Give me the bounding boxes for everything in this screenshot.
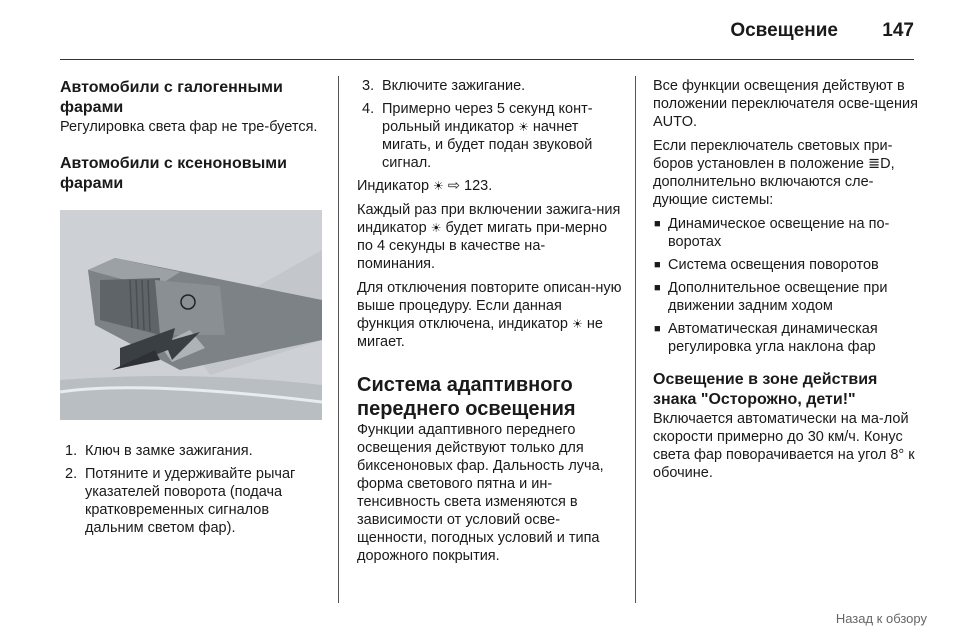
indicator-label: Индикатор [357, 178, 430, 194]
step-number: 1. [65, 443, 78, 459]
step-text: Ключ в замке зажигания. [85, 443, 253, 459]
paragraph-halogen: Регулировка света фар не тре-буется. [60, 119, 318, 135]
text: будет мигать при-мерно по 4 секунды в качестве на-поминания. [357, 220, 608, 272]
page-ref-arrow-icon: ⇨ [447, 178, 460, 194]
step-text: Потяните и удерживайте рычаг указателей поворота (подача кратковременных сигналов дальним светом фар). [85, 466, 296, 536]
lowbeam-icon: ≣D [867, 156, 891, 172]
list-item-text: Автоматическая динамическая регулировка угла наклона фар [668, 321, 878, 355]
text: Каждый раз при включении зажига-ния индикатор [357, 202, 621, 236]
column-divider-1 [338, 76, 339, 603]
header-divider [60, 59, 914, 60]
bullet-icon: ■ [654, 259, 661, 271]
step-4 [357, 100, 622, 172]
page-ref-link[interactable]: 123. [464, 178, 493, 194]
step-1 [60, 442, 328, 460]
indicator-bulb-icon: ☀ [433, 179, 444, 193]
bullet-icon: ■ [654, 282, 661, 294]
page-number: 147 [882, 20, 914, 41]
column-3 [653, 77, 921, 482]
heading-xenon: Автомобили с ксеноновыми фарами [60, 155, 287, 192]
step-3 [357, 77, 622, 95]
paragraph-afl: Функции адаптивного переднего освещения действуют только для биксеноновых фар. Дальность луча, форма светового пятна и ин-тенсивность света изменяются в зависимости от условий осве-щенности, погодных условий и типа дорожного покрытия. [357, 422, 604, 564]
back-to-overview-link[interactable]: Назад к обзору [835, 611, 927, 626]
indicator-reference [357, 177, 622, 195]
paragraph-reminder [357, 201, 622, 273]
list-item-text: Система освещения поворотов [668, 257, 879, 273]
step-number: 4. [362, 101, 375, 117]
stalk-illustration [60, 210, 322, 420]
indicator-bulb-icon: ☀ [430, 221, 442, 235]
step-text: Примерно через 5 секунд конт-рольный индикатор [382, 101, 593, 135]
paragraph-auto [653, 77, 921, 131]
list-item [653, 320, 921, 356]
text: не мигает. [357, 316, 603, 350]
heading-afl: Система адаптивного переднего освещения [357, 374, 576, 420]
list-item [653, 215, 921, 251]
list-item [653, 256, 921, 274]
text: Для отключения повторите описан-ную выше процедуру. Если данная функция отключена, индикатор [357, 280, 622, 332]
list-item-text: Дополнительное освещение при движении задним ходом [668, 280, 888, 314]
step-number: 2. [65, 466, 78, 482]
text: , дополнительно включаются сле-дующие системы: [653, 156, 895, 208]
text: Если переключатель световых при-боров установлен в положение [653, 138, 893, 172]
paragraph-lowbeam [653, 137, 921, 209]
paragraph-disable [357, 279, 622, 351]
indicator-bulb-icon: ☀ [518, 120, 529, 134]
bullet-icon: ■ [654, 323, 661, 335]
paragraph-children-zone: Включается автоматически на ма-лой скорости примерно до 30 км/ч. Конус света фар поворачивается на угол 8° к обочине. [653, 411, 915, 481]
step-number: 3. [362, 78, 375, 94]
page-section-title: Освещение [730, 20, 838, 41]
heading-halogen: Автомобили с галогенными фарами [60, 79, 283, 116]
column-2 [357, 77, 622, 565]
column-1 [60, 78, 328, 542]
bullet-icon: ■ [654, 218, 661, 230]
step-text: Включите зажигание. [382, 78, 526, 94]
list-item-text: Динамическое освещение на по-воротах [668, 216, 890, 250]
text: Все функции освещения действуют в положении переключателя осве-щения [653, 78, 918, 112]
indicator-bulb-icon: ☀ [572, 317, 583, 331]
column-divider-2 [635, 76, 636, 603]
text: . [693, 114, 698, 130]
auto-label: AUTO [653, 114, 694, 130]
step-text-cont: начнет мигать, и будет подан звуковой сигнал. [382, 119, 593, 171]
heading-children-zone: Освещение в зоне действия знака "Осторожно, дети!" [653, 371, 878, 408]
step-2 [60, 465, 328, 537]
list-item [653, 279, 921, 315]
